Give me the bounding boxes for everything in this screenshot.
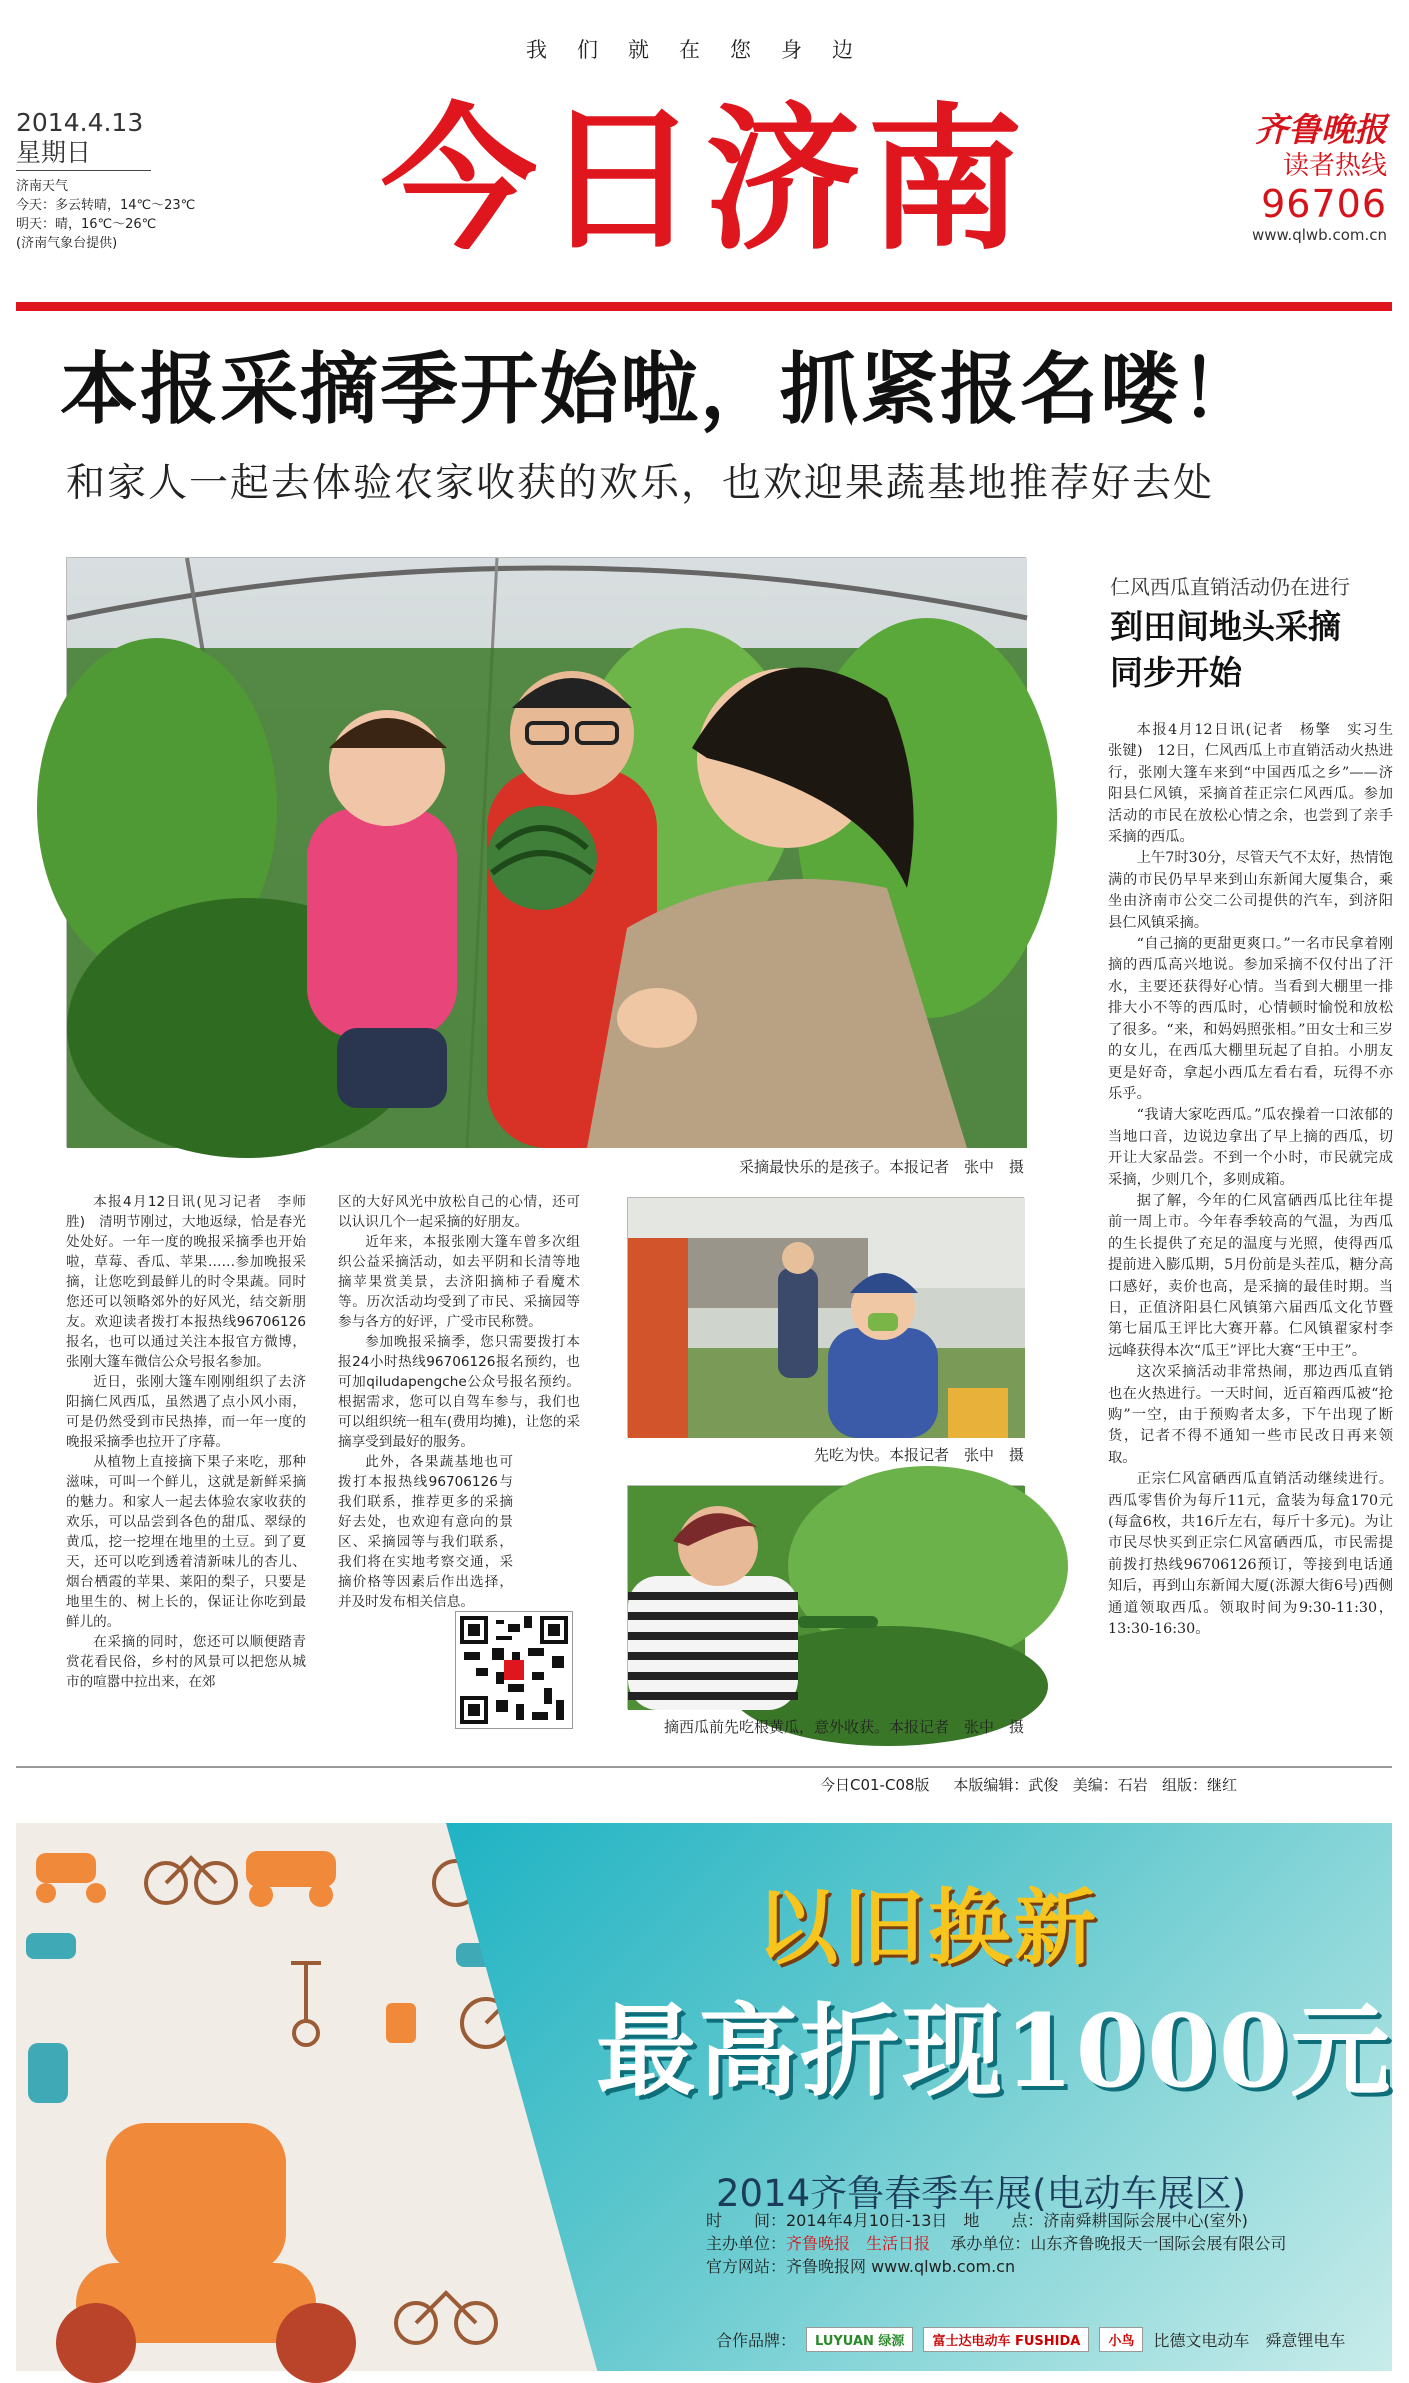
main-subheadline: 和家人一起去体验农家收获的欢乐，也欢迎果蔬基地推荐好去处 xyxy=(66,461,1215,506)
story-column-1 xyxy=(66,1192,306,1752)
story-paragraph: 从植物上直接摘下果子来吃，那种滋味，可叫一个鲜儿，这就是新鲜采摘的魅力。和家人一起去体验农家收获的欢乐，可以品尝到各色的甜瓜、翠绿的黄瓜，挖一挖埋在地里的土豆。到了夏天，还可以吃到透着清新味儿的杏儿、烟台栖霞的苹果、莱阳的梨子，只要是地里生的、树上长的，保证让你吃到最鲜儿的。 xyxy=(66,1454,306,1630)
weather-tomorrow: 明天：晴，16℃～26℃ xyxy=(16,217,157,232)
sidebar-paragraph: 这次采摘活动非常热闹，那边西瓜直销也在火热进行。一天时间，近百箱西瓜被“抢购”一空，由于预购者太多，下午出现了断货，记者不得不通知一些市民改日再来领取。 xyxy=(1108,1364,1393,1466)
sidebar-paragraph: 上午7时30分，尽管天气不太好，热情饱满的市民仍早早来到山东新闻大厦集合，乘坐由济南市公交二公司提供的汽车，到济阳县仁风镇采摘。 xyxy=(1108,850,1393,931)
photo-child-eating xyxy=(627,1197,1024,1437)
story-paragraph: 在采摘的同时，您还可以顺便踏青赏花看民俗，乡村的风景可以把您从城市的喧嚣中拉出来，在郊 xyxy=(66,1634,306,1690)
credit-proof: 组版：继红 xyxy=(1162,1776,1238,1794)
ad-headline-2: 最高折现1000元 xyxy=(596,1992,1393,2110)
ad-event-name: 2014齐鲁春季车展(电动车展区) xyxy=(716,2172,1247,2215)
advertisement-banner[interactable] xyxy=(16,1823,1392,2371)
masthead-divider xyxy=(16,302,1392,311)
story-paragraph: 此外，各果蔬基地也可拨打本报热线96706126与我们联系，推荐更多的采摘好去处，也欢迎有意向的景区、采摘园等与我们联系，我们将在实地考察交通，采摘价格等因素后作出选择，并及时发布相关信息。 xyxy=(338,1454,513,1610)
sidebar-paragraph: 本报4月12日讯(记者 杨擎 实习生 张键) 12日，仁风西瓜上市直销活动火热进行，张刚大篷车来到“中国西瓜之乡”——济阳县仁风镇，采摘首茬正宗仁风西瓜。参加活动的市民在放松心情之余，也尝到了亲手采摘的西瓜。 xyxy=(1108,722,1408,846)
ad-partners-label: 合作品牌： xyxy=(716,2331,797,2350)
main-photo-caption: 采摘最快乐的是孩子。本报记者 张中 摄 xyxy=(738,1158,1024,1176)
ad-website[interactable]: 官方网站：齐鲁晚报网 www.qlwb.com.cn xyxy=(706,2257,1016,2276)
ad-time-location: 时 间：2014年4月10日-13日 地 点：济南舜耕国际会展中心(室外) xyxy=(706,2211,1248,2230)
main-photo xyxy=(66,557,1026,1147)
sidebar-headline-line-2: 同步开始 xyxy=(1110,653,1242,692)
hotline-number: 96706 xyxy=(1261,182,1387,226)
photo-illustration-child xyxy=(628,1198,1025,1438)
sidebar-paragraph: 据了解，今年的仁风富硒西瓜比往年提前一周上市。今年春季较高的气温，为西瓜的生长提供了充足的温度与光照，使得西瓜提前进入膨瓜期，5月份前是头茬瓜，糖分高口感好，卖价也高，是采摘的最佳时期。当日，正值济阳县仁风镇第六届西瓜文化节暨第七届瓜王评比大赛开幕。仁风镇翟家村李远峰获得本次“瓜王”评比大赛“王中王”。 xyxy=(1108,1192,1393,1359)
weather-title: 济南天气 xyxy=(16,179,69,194)
date-weather-block xyxy=(16,108,216,253)
ad-organizer: 承办单位：山东齐鲁晚报天一国际会展有限公司 xyxy=(950,2234,1287,2253)
sidebar-paragraph: “我请大家吃西瓜。”瓜农操着一口浓郁的当地口音，边说边拿出了早上摘的西瓜，切开让大家品尝。不到一个小时，市民就完成采摘，少则几个，多则成箱。 xyxy=(1108,1107,1393,1188)
main-headline: 本报采摘季开始啦，抓紧报名喽！ xyxy=(60,345,1261,435)
credit-editor: 本版编辑：武俊 xyxy=(953,1776,1059,1794)
sidebar-headline xyxy=(1110,604,1400,696)
qr-code-pattern xyxy=(456,1612,572,1728)
ad-headline-1: 以旧换新 xyxy=(756,1880,1101,1976)
ad-event-info xyxy=(706,2209,1286,2278)
story-paragraph: 参加晚报采摘季，您只需要拨打本报24小时热线96706126报名预约，也可加qiludapengche公众号报名预约。根据需求，您可以自驾车参与，我们也可以组织统一租车(费用均摊)，让您的采摘享受到最好的服务。 xyxy=(338,1334,580,1450)
partner-logo-luyuan: LUYUAN 绿源 xyxy=(806,2327,913,2352)
weather-info xyxy=(16,177,216,253)
page-credits xyxy=(820,1774,1237,1795)
photo-greenhouse-family xyxy=(67,558,1027,1148)
ad-partner-text: 比德文电动车 舜意锂电车 xyxy=(1153,2331,1346,2350)
ad-host-label: 主办单位： xyxy=(706,2234,787,2253)
brand-website[interactable]: www.qlwb.com.cn xyxy=(1252,226,1387,244)
weather-source: (济南气象台提供) xyxy=(16,236,118,251)
brand-block xyxy=(1197,110,1387,244)
ad-host-value: 齐鲁晚报 生活日报 xyxy=(786,2234,931,2253)
issue-weekday: 星期日 xyxy=(16,138,151,171)
ad-partners xyxy=(716,2327,1345,2352)
partner-logo-xiaoniao: 小鸟 xyxy=(1099,2327,1143,2352)
weather-today: 今天：多云转晴，14℃～23℃ xyxy=(16,198,196,213)
brand-logo: 齐鲁晚报 xyxy=(1255,110,1387,149)
sidebar-headline-line-1: 到田间地头采摘 xyxy=(1110,607,1341,646)
small-photo-2-caption: 摘西瓜前先吃根黄瓜，意外收获。本报记者 张中 摄 xyxy=(663,1718,1024,1736)
sidebar-kicker: 仁风西瓜直销活动仍在进行 xyxy=(1110,575,1350,599)
issue-date: 2014.4.13 xyxy=(16,108,144,137)
credit-pages: 今日C01-C08版 xyxy=(820,1776,930,1794)
masthead-title: 今日济南 xyxy=(381,88,1029,271)
ad-organizers xyxy=(706,2232,1286,2255)
footer-divider xyxy=(16,1766,1392,1768)
photo-woman-cucumber xyxy=(627,1485,1024,1709)
masthead-slogan: 我们就在您身边 xyxy=(526,38,883,62)
story-paragraph: 近日，张刚大篷车刚刚组织了去济阳摘仁风西瓜，虽然遇了点小风小雨，可是仍然受到市民热捧，而一年一度的晚报采摘季也拉开了序幕。 xyxy=(66,1374,306,1450)
story-paragraph: 区的大好风光中放松自己的心情，还可以认识几个一起采摘的好朋友。 xyxy=(338,1194,580,1230)
sidebar-story xyxy=(1108,720,1408,1750)
credit-art: 美编：石岩 xyxy=(1072,1776,1148,1794)
qr-code xyxy=(455,1611,573,1729)
sidebar-paragraph: 正宗仁风富硒西瓜直销活动继续进行。西瓜零售价为每斤11元，盒装为每盒170元(每盒6枚，共16斤左右，每斤十多元)。为让市民尽快买到正宗仁风富硒西瓜，市民需提前拨打热线96706126预订，等接到电话通知后，再到山东新闻大厦(泺源大街6号)西侧通道领取西瓜。领取时间为9:30-11:30，13:30-16:30。 xyxy=(1108,1471,1393,1638)
story-paragraph: 近年来，本报张刚大篷车曾多次组织公益采摘活动，如去平阴和长清等地摘苹果赏美景，去济阳摘柿子看魔术等。历次活动均受到了市民、采摘园等参与各方的好评，广受市民称赞。 xyxy=(338,1234,580,1330)
hotline-label: 读者热线 xyxy=(1282,151,1387,181)
story-paragraph: 本报4月12日讯(见习记者 李师胜) 清明节刚过，大地返绿，恰是春光处处好。一年一度的晚报采摘季也开始啦，草莓、香瓜、苹果……参加晚报采摘，让您吃到最鲜儿的时令果蔬。同时您还可以领略郊外的好风光，结交新朋友。欢迎读者拨打本报热线96706126报名，也可以通过关注本报官方微博，张刚大篷车微信公众号报名参加。 xyxy=(66,1194,306,1370)
sidebar-paragraph: “自己摘的更甜更爽口。”一名市民拿着刚摘的西瓜高兴地说。参加采摘不仅付出了汗水，主要还获得好心情。当看到大棚里一排排大小不等的西瓜时，心情顿时愉悦和放松了很多。“来，和妈妈照张相。”田女士和三岁的女儿，在西瓜大棚里玩起了自拍。小朋友更是好奇，拿起小西瓜左看右看，玩得不亦乐乎。 xyxy=(1108,936,1393,1102)
photo-illustration-woman xyxy=(628,1486,1025,1710)
partner-logo-fushida: 富士达电动车 FUSHIDA xyxy=(923,2327,1089,2352)
small-photo-1-caption: 先吃为快。本报记者 张中 摄 xyxy=(813,1446,1024,1464)
